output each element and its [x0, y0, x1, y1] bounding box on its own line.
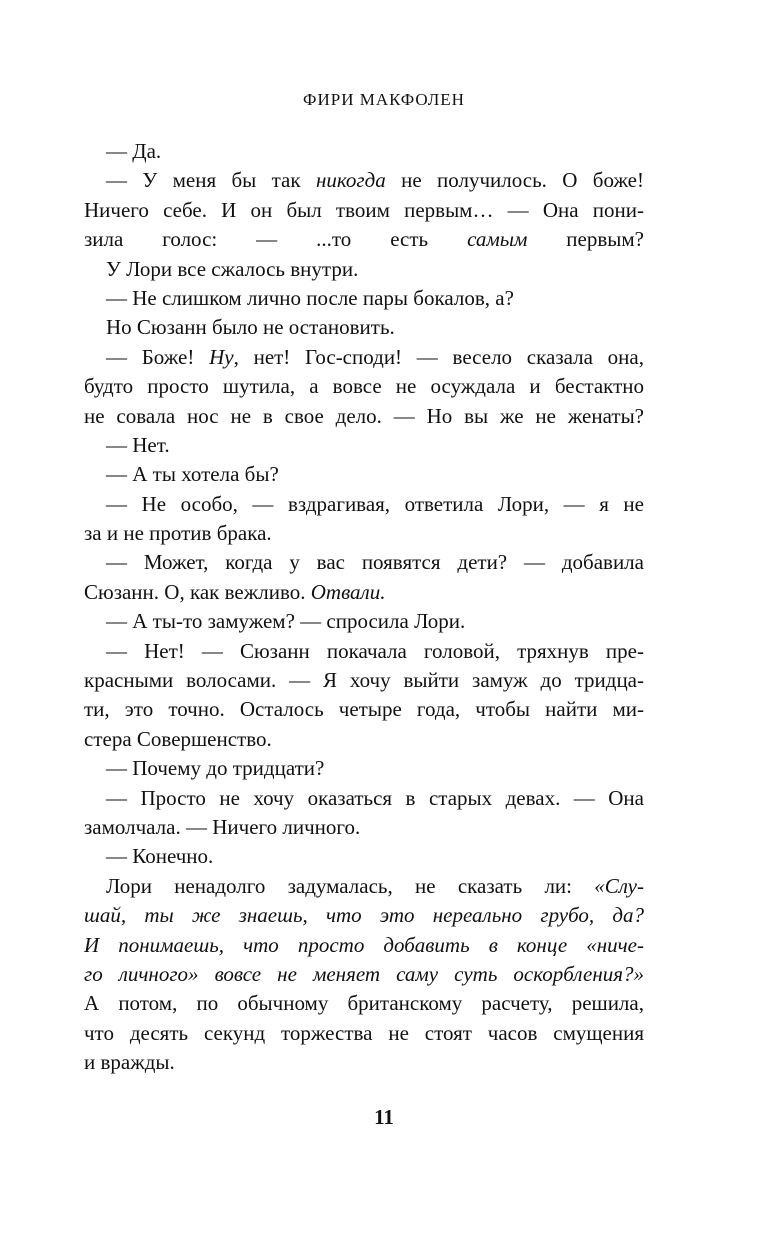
text-line [84, 343, 644, 372]
text-segment: зила голос: — ...то есть [84, 227, 468, 252]
text-line [84, 196, 644, 225]
text-segment: Сюзанн. О, как вежливо. [84, 579, 311, 604]
body-text [84, 137, 644, 1078]
text-line [84, 225, 644, 254]
text-segment: , нет! Гос-споди! — весело сказала она, [233, 344, 644, 369]
text-line [84, 784, 644, 813]
text-line [84, 460, 644, 489]
italic-text: шай, ты же знаешь, что это нереально грубо, да? [84, 903, 644, 928]
running-head: ФИРИ МАКФОЛЕН [303, 90, 465, 109]
text-line [84, 931, 644, 960]
text-segment: не получилось. О боже! [385, 168, 644, 193]
text-line [84, 960, 644, 989]
text-line [84, 519, 644, 548]
text-line [84, 813, 644, 842]
text-line [84, 637, 644, 666]
text-segment: — Нет! — Сюзанн покачала головой, тряхнув пре- [106, 638, 644, 663]
italic-text: самым [467, 227, 528, 252]
text-line [84, 431, 644, 460]
text-segment: замолчала. — Ничего личного. [84, 814, 361, 839]
text-segment: А потом, по обычному британскому расчету, решила, [84, 991, 644, 1016]
text-line [84, 901, 644, 930]
italic-text: никогда [315, 168, 386, 193]
text-line [84, 842, 644, 871]
text-segment: — У меня бы так [106, 168, 316, 193]
text-segment: — Почему до тридцати? [106, 756, 325, 781]
text-segment: — Нет. [106, 432, 170, 457]
text-segment: что десять секунд торжества не стоят часов смущения [84, 1020, 644, 1045]
text-segment: ти, это точно. Осталось четыре года, чтобы найти ми- [84, 697, 644, 722]
text-segment: — Не слишком лично после пары бокалов, а? [106, 285, 514, 310]
text-segment: будто просто шутила, а вовсе не осуждала и бестактно [84, 374, 644, 399]
italic-text: го личного» вовсе не меняет саму суть оскорбления?» [84, 961, 644, 986]
text-line [84, 402, 644, 431]
text-line [84, 872, 644, 901]
text-segment: Но Сюзанн было не остановить. [106, 315, 395, 340]
text-line [84, 490, 644, 519]
text-line [84, 284, 644, 313]
text-line [84, 578, 644, 607]
text-line [84, 548, 644, 577]
italic-text: Отвали. [310, 579, 386, 604]
text-line [84, 166, 644, 195]
text-segment: — Боже! [106, 344, 210, 369]
text-line [84, 666, 644, 695]
text-line [84, 372, 644, 401]
text-line [84, 137, 644, 166]
text-segment: — Да. [106, 139, 162, 163]
text-segment: и вражды. [84, 1050, 175, 1075]
text-segment: — Конечно. [106, 844, 214, 869]
text-line [84, 695, 644, 724]
text-segment: за и не против брака. [84, 521, 272, 546]
text-line [84, 255, 644, 284]
text-line [84, 725, 644, 754]
text-segment: — А ты хотела бы? [106, 462, 279, 487]
text-segment: первым? [527, 227, 645, 252]
text-segment: Лори ненадолго задумалась, не сказать ли: [106, 873, 595, 898]
text-segment: — А ты-то замужем? — спросила Лори. [106, 609, 466, 634]
text-segment: стера Совершенство. [84, 726, 272, 751]
text-segment: не совала нос не в свое дело. — Но вы же не женаты? [84, 403, 644, 428]
text-line [84, 989, 644, 1018]
text-line [84, 1048, 644, 1077]
italic-text: И понимаешь, что просто добавить в конце «ниче- [84, 932, 644, 957]
text-segment: — Не особо, — вздрагивая, ответила Лори, — я не [106, 491, 644, 516]
text-segment: — Может, когда у вас появятся дети? — добавила [106, 550, 644, 575]
text-line [84, 1019, 644, 1048]
text-line [84, 754, 644, 783]
text-segment: — Просто не хочу оказаться в старых девах. — Она [106, 785, 644, 810]
text-segment: красными волосами. — Я хочу выйти замуж до тридца- [84, 668, 644, 693]
italic-text: «Слу- [594, 873, 644, 898]
text-segment: У Лори все сжалось внутри. [106, 256, 359, 281]
page-number: 11 [374, 1105, 394, 1129]
text-segment: Ничего себе. И он был твоим первым… — Она пони- [84, 197, 644, 222]
italic-text: Ну [209, 344, 234, 369]
text-line [84, 313, 644, 342]
text-line [84, 607, 644, 636]
